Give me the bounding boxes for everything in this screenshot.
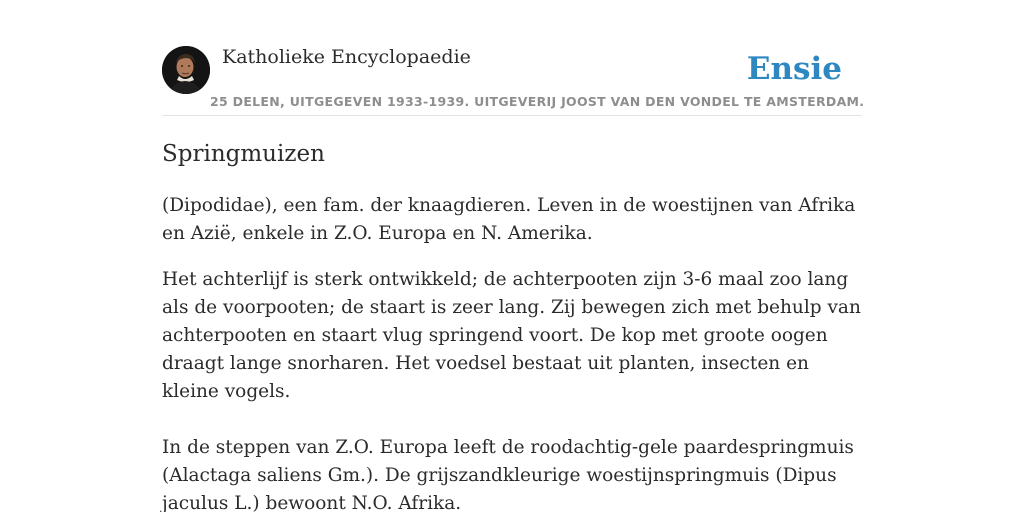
article-paragraph-3: In de steppen van Z.O. Europa leeft de roodachtig-gele paardespringmuis (Alactaga saliens Gm.). De grijszandkleurige woestijnspringmuis (Dipus jaculus L.) bewoont N.O. Afrika.: [162, 437, 854, 512]
portrait-avatar-icon[interactable]: [162, 46, 210, 94]
source-title[interactable]: Katholieke Encyclopaedie: [222, 46, 471, 68]
article-title: Springmuizen: [162, 141, 325, 167]
article-paragraph-2: Het achterlijf is sterk ontwikkeld; de achterpooten zijn 3-6 maal zoo lang als de voorpooten; de staart is zeer lang. Zij bewegen zich met behulp van achterpooten en staart vlug springend voort. De kop met groote oogen draagt lange snorharen. Het voedsel bestaat uit planten, insecten en kleine vogels.: [162, 269, 861, 402]
brand-logo[interactable]: Ensie: [746, 51, 842, 87]
portrait-image: [162, 46, 210, 94]
article: [162, 138, 867, 512]
source-header: [162, 46, 865, 116]
source-subtitle: 25 DELEN, UITGEGEVEN 1933-1939. UITGEVERIJ JOOST VAN DEN VONDEL TE AMSTERDAM.: [210, 94, 865, 109]
article-paragraph-1: (Dipodidae), een fam. der knaagdieren. Leven in de woestijnen van Afrika en Azië, enkele in Z.O. Europa en N. Amerika.: [162, 195, 856, 244]
